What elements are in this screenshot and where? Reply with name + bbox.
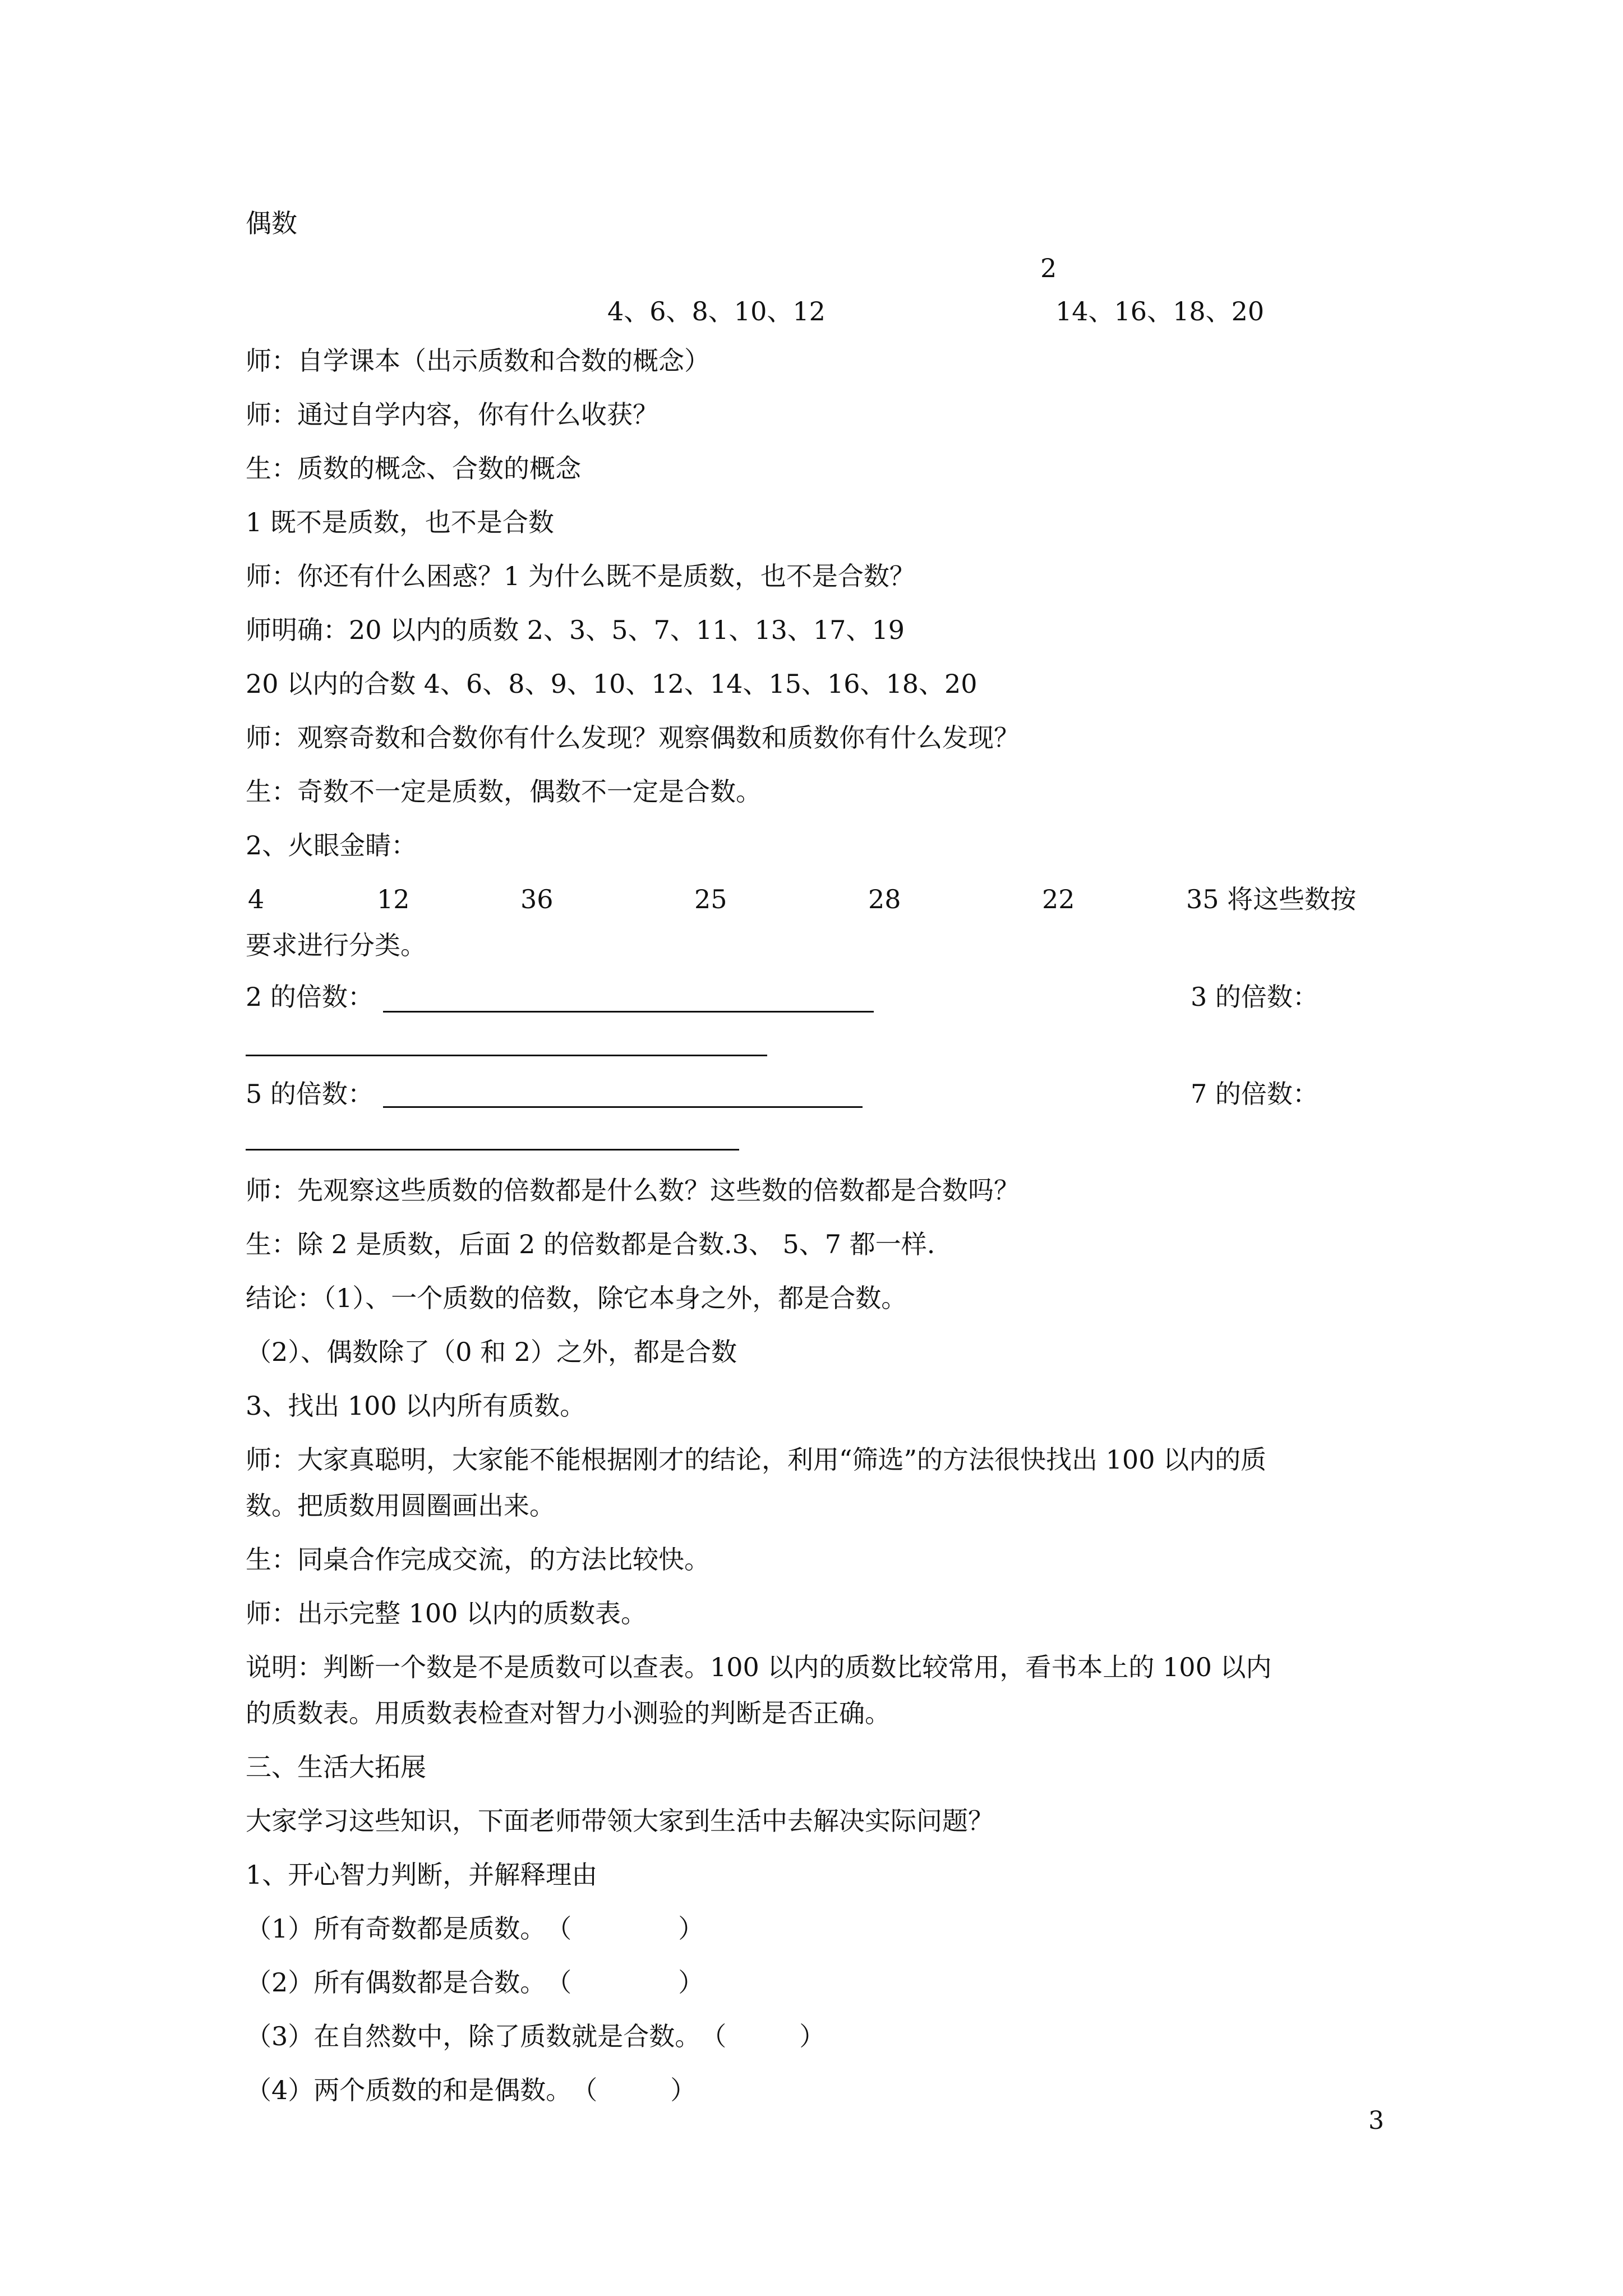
text-line: 1、开心智力判断，并解释理由: [246, 1860, 598, 1890]
text-line: 20 以内的合数 4、6、8、9、10、12、14、15、16、18、20: [246, 669, 978, 699]
diagram-left-list: 4、6、8、10、12: [607, 296, 826, 326]
answer-paren-close: ）: [678, 1913, 704, 1944]
text-line: 大家学习这些知识，下面老师带领大家到生活中去解决实际问题？: [246, 1806, 994, 1836]
text-line: 师：出示完整 100 以内的质数表。: [246, 1598, 647, 1628]
diagram-two: 2: [1040, 253, 1057, 283]
number-item: 12: [377, 884, 410, 914]
text-line: 生：除 2 是质数，后面 2 的倍数都是合数.3、 5、7 都一样.: [246, 1229, 935, 1259]
multiples-of-3-label: 3 的倍数：: [1191, 982, 1318, 1012]
number-item: 36: [520, 884, 554, 914]
text-line: 1 既不是质数，也不是合数: [246, 507, 554, 537]
page-number: 3: [1368, 2106, 1384, 2135]
judgment-text: （2）所有偶数都是合数。: [246, 1967, 546, 1998]
answer-paren-close: ）: [799, 2021, 826, 2051]
text-line: 师：大家真聪明，大家能不能根据刚才的结论，利用“筛选”的方法很快找出 100 以内的质: [246, 1444, 1267, 1475]
multiples-of-7-label: 7 的倍数：: [1191, 1079, 1318, 1109]
text-line: 数。把质数用圆圈画出来。: [246, 1490, 555, 1521]
text-line: 师明确：20 以内的质数 2、3、5、7、11、13、17、19: [246, 615, 905, 645]
answer-paren-open: （: [700, 2021, 727, 2051]
text-line: 师：观察奇数和合数你有什么发现？观察偶数和质数你有什么发现？: [246, 723, 1020, 753]
answer-paren-close: ）: [678, 1967, 704, 1998]
even-label: 偶数: [246, 208, 297, 238]
multiples-of-5-label: 5 的倍数：: [246, 1079, 374, 1109]
answer-line-7: [246, 1149, 739, 1151]
answer-paren-open: （: [546, 1913, 572, 1944]
text-line: （2）、偶数除了（0 和 2）之外，都是合数: [246, 1337, 737, 1367]
text-line: 生：质数的概念、合数的概念: [246, 453, 581, 484]
number-item: 4: [248, 884, 265, 914]
text-line: 生：同桌合作完成交流，的方法比较快。: [246, 1544, 710, 1575]
text-line: 结论：（1）、一个质数的倍数，除它本身之外，都是合数。: [246, 1283, 907, 1313]
multiples-of-2-label: 2 的倍数：: [246, 982, 374, 1012]
judgment-2: [246, 1966, 704, 1999]
text-line: 3、找出 100 以内所有质数。: [246, 1391, 586, 1421]
text-line: 说明：判断一个数是不是质数可以查表。100 以内的质数比较常用，看书本上的 100 以内: [246, 1652, 1272, 1682]
text-line: 师：先观察这些质数的倍数都是什么数？这些数的倍数都是合数吗？: [246, 1175, 1020, 1205]
judgment-text: （1）所有奇数都是质数。: [246, 1913, 546, 1944]
text-line: 要求进行分类。: [246, 930, 426, 960]
judgment-1: [246, 1912, 704, 1945]
number-item: 25: [694, 884, 727, 914]
text-line: 的质数表。用质数表检查对智力小测验的判断是否正确。: [246, 1698, 891, 1728]
number-item: 28: [868, 884, 901, 914]
answer-line-5: [383, 1106, 863, 1108]
number-item: 22: [1042, 884, 1075, 914]
answer-line-2: [383, 1011, 874, 1013]
section-heading: 三、生活大拓展: [246, 1752, 426, 1782]
text-line: 师：自学课本（出示质数和合数的概念）: [246, 346, 710, 376]
text-line: 2、火眼金睛：: [246, 830, 417, 861]
judgment-text: （4）两个质数的和是偶数。: [246, 2075, 572, 2105]
answer-paren-open: （: [571, 2075, 598, 2105]
text-line: 师：你还有什么困惑？1 为什么既不是质数，也不是合数？: [246, 561, 915, 591]
answer-paren-close: ）: [670, 2075, 697, 2105]
answer-line-3: [246, 1055, 767, 1056]
judgment-text: （3）在自然数中，除了质数就是合数。: [246, 2021, 701, 2051]
diagram-right-list: 14、16、18、20: [1055, 296, 1265, 326]
text-line: 生：奇数不一定是质数，偶数不一定是合数。: [246, 776, 762, 807]
answer-paren-open: （: [546, 1967, 572, 1998]
number-tail: 35 将这些数按: [1186, 884, 1357, 914]
judgment-3: [246, 2019, 825, 2053]
text-line: 师：通过自学内容，你有什么收获？: [246, 399, 658, 430]
judgment-4: [246, 2073, 696, 2107]
